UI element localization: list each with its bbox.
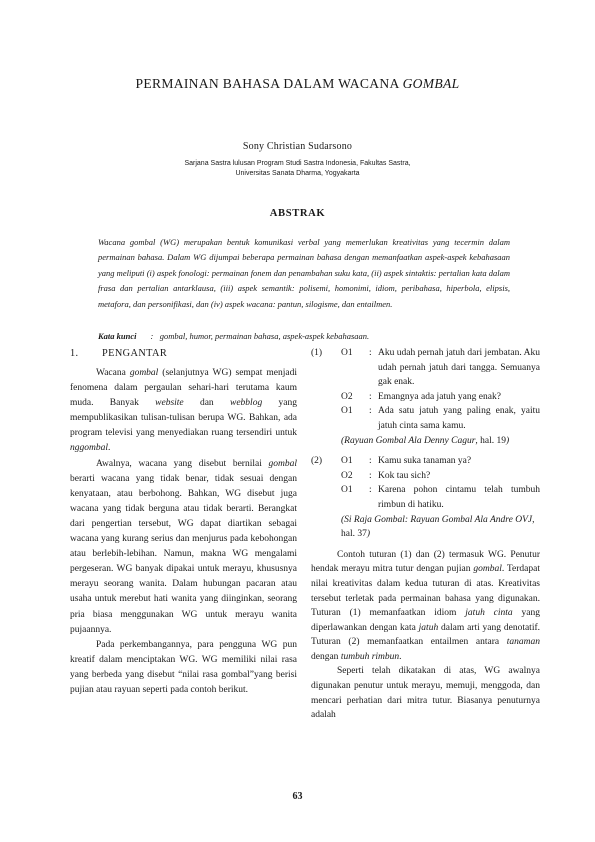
keywords bbox=[98, 331, 510, 341]
dialog-line: O2 : Kok tau sich? bbox=[341, 470, 431, 481]
section-heading bbox=[70, 346, 297, 362]
author-name: Sony Christian Sudarsono bbox=[242, 141, 353, 152]
keywords-text: gombal, humor, permainan bahasa, aspek-aspek kebahasaan. bbox=[159, 331, 370, 341]
paragraph: Wacana gombal (selanjutnya WG) sempat menjadi fenomena dalam pergaulan sehari-hari terutama kaum muda. Banyak website dan webblog yang mempublikasikan tulisan-tulisan berupa WG. Bahkan, ada program televisi yang menyediakan ruang tersendiri untuk nggombal. bbox=[70, 368, 297, 454]
title-italic: GOMBAL bbox=[402, 76, 460, 91]
right-column bbox=[311, 346, 540, 723]
dialog-line: O1 : Karena pohon cintamu telah tumbuh rimbun di hatiku. bbox=[341, 485, 540, 510]
paragraph: Contoh tuturan (1) dan (2) termasuk WG. Penutur hendak merayu mitra tutur dengan pujian gombal. Terdapat nilai kreativitas dalam kedua tuturan di atas. Kreativitas tersebut terletak pada permainan bahasa yang digunakan. Tuturan (1) memanfaatkan idiom jatuh cinta yang diperlawankan dengan kata jatuh dalam arti yang denotatif. Tuturan (2) memanfaatkan entailmen antara tanaman dengan tumbuh rimbun. bbox=[311, 549, 540, 662]
example-source: (Si Raja Gombal: Rayuan Gombal Ala Andre OVJ, hal. 37) bbox=[341, 514, 535, 540]
paragraph: Seperti telah dikatakan di atas, WG awalnya digunakan penutur untuk merayu, memuji, menggoda, dan mencari perhatian dari mitra tutur. Biasanya penuturnya adalah bbox=[311, 666, 540, 721]
keywords-sep: : bbox=[150, 331, 154, 341]
section-title: PENGANTAR bbox=[102, 348, 168, 359]
example-number: (1) bbox=[311, 348, 323, 358]
example-2 bbox=[311, 454, 540, 542]
left-column bbox=[70, 346, 297, 698]
paragraph: Awalnya, wacana yang disebut bernilai gombal berarti wacana yang tidak benar, tidak sesuai dengan kenyataan, atau berbohong. Bahkan, WG disebut juga wacana yang tidak berguna atau tidak berarti. Berangkat dari pengertian tersebut, WG dapat diartikan sebagai wacana yang kurang serius dan menjurus pada kebohongan atau berlebih-lebihan. Namun, makna WG mengalami pergeseran. WG banyak dipakai untuk merayu, khususnya merayu seorang wanita. Dalam hubungan pacaran atau usaha untuk merebut hati wanita yang diinginkan, seorang pria biasa menggunakan WG untuk merayu wanita pujaannya. bbox=[70, 458, 297, 635]
example-number: (2) bbox=[311, 456, 323, 467]
abstract-heading: ABSTRAK bbox=[269, 208, 326, 219]
affiliation-line: Sarjana Sastra lulusan Program Studi Sastra Indonesia, Fakultas Sastra, bbox=[184, 160, 411, 167]
keywords-label: Kata kunci bbox=[98, 331, 137, 341]
affiliation-line: Universitas Sanata Dharma, Yogyakarta bbox=[235, 169, 360, 177]
dialog-line: O1 : Kamu suka tanaman ya? bbox=[341, 456, 472, 467]
title-main: PERMAINAN BAHASA DALAM WACANA bbox=[135, 76, 403, 91]
example-source: (Rayuan Gombal Ala Denny Cagur, hal. 19) bbox=[341, 435, 510, 446]
abstract-text: Wacana gombal (WG) merupakan bentuk komunikasi verbal yang memerlukan kreativitas yang tecermin dalam permainan bahasa. Dalam WG dijumpai beberapa permainan bahasa dengan memanfaatkan aspek-aspek kebahasaan yang meliputi (i) aspek fonologi: permainan fonem dan penambahan suku kata, (ii) aspek sintaktis: pertalian kata dalam frasa dan pertalian antarklausa, (iii) aspek semantik: polisemi, homonimi, idiom, peribahasa, hiperbola, elipsis, metafora, dan personifikasi, dan (iv) aspek wacana: pantun, silogisme, dan entailmen. bbox=[98, 237, 510, 309]
author-affiliation bbox=[0, 159, 595, 178]
dialog-line: O1 : Aku udah pernah jatuh dari jembatan. Aku udah pernah jatuh dari tangga. Semuanya gak enak. bbox=[341, 348, 540, 388]
dialog-line: O1 : Ada satu jatuh yang paling enak, yaitu jatuh cinta sama kamu. bbox=[341, 406, 540, 431]
page-number: 63 bbox=[292, 791, 303, 802]
dialog-line: O2 : Emangnya ada jatuh yang enak? bbox=[341, 391, 501, 402]
example-1 bbox=[311, 346, 540, 448]
section-number: 1. bbox=[70, 348, 79, 359]
paper-title bbox=[0, 76, 595, 92]
paragraph: Pada perkembangannya, para pengguna WG pun kreatif dalam menciptakan WG. WG memiliki nilai rasa yang berbeda yang disebut “nilai rasa gombal”yang berisi pujian atau rayuan seperti pada contoh berikut. bbox=[70, 639, 297, 695]
